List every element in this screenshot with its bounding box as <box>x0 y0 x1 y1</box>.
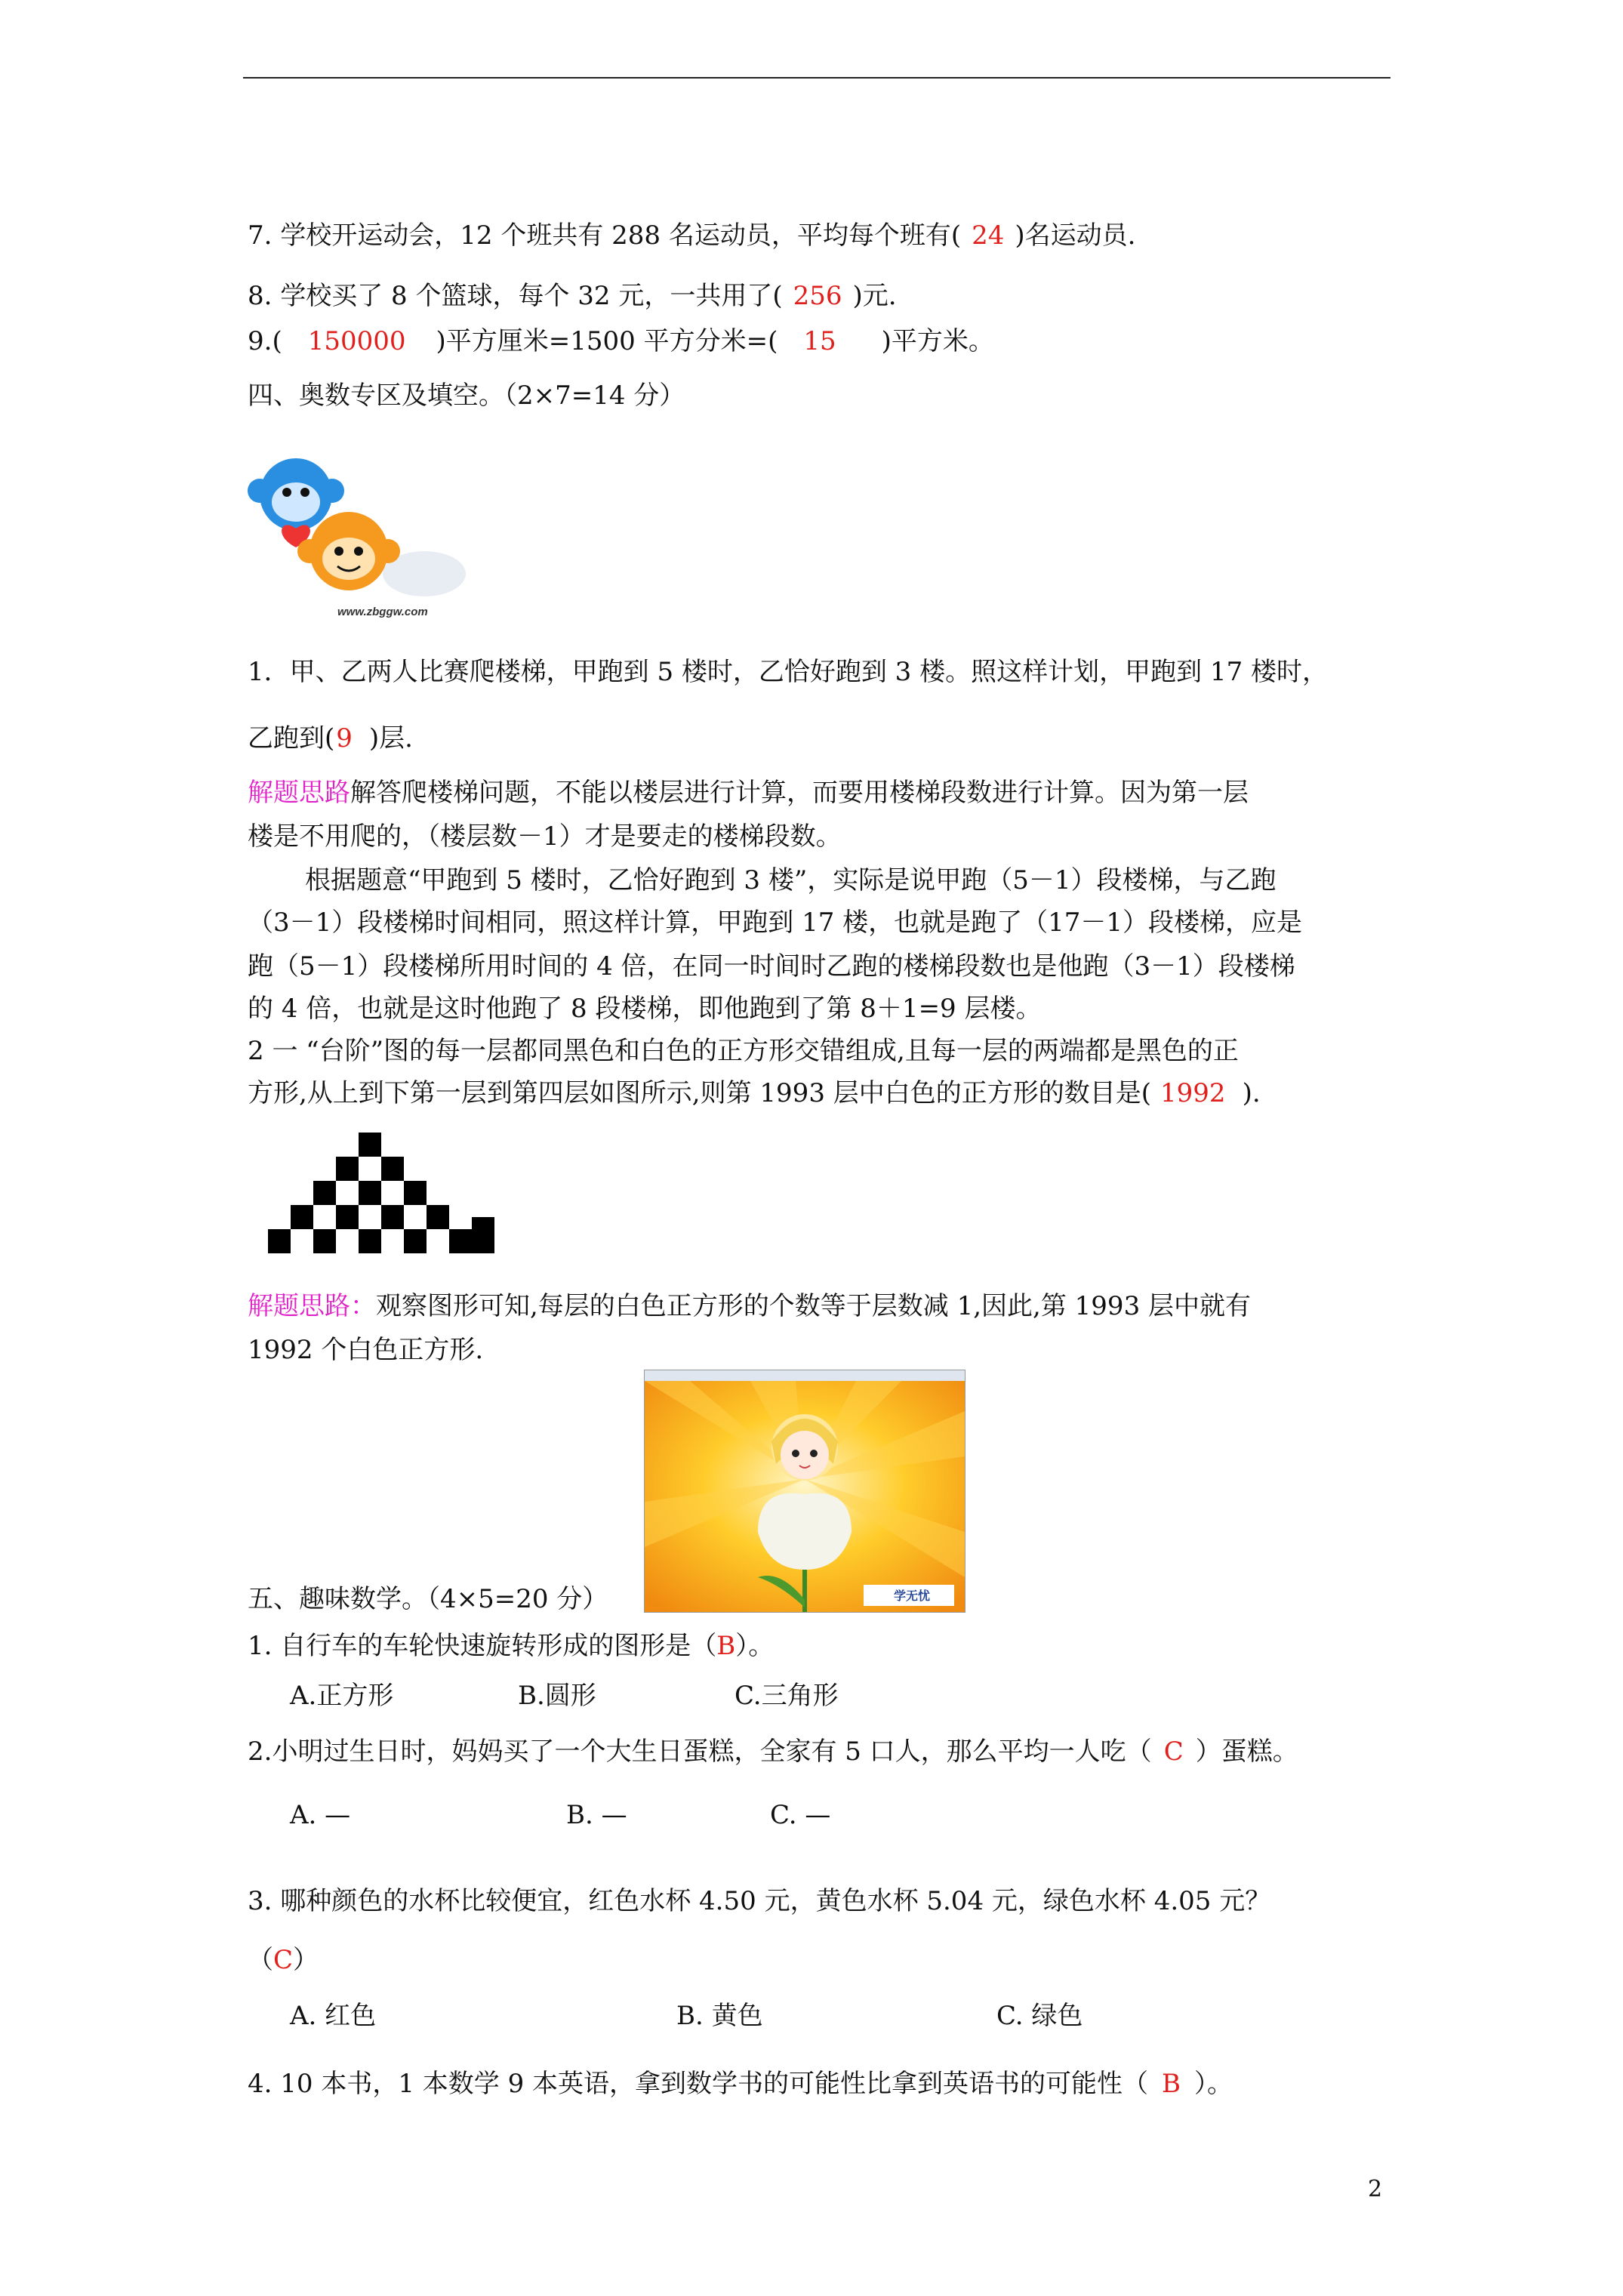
question-7: 7. 学校开运动会，12 个班共有 288 名运动员，平均每个班有( 24 )名运动员. <box>248 220 1136 251</box>
pyramid-square-black <box>336 1205 359 1229</box>
olympiad-1-explanation-4: （3－1）段楼梯时间相同，照这样计算，甲跑到 17 楼，也就是跑了（17－1）段楼梯，应是 <box>248 908 1303 938</box>
pyramid-square-white <box>381 1181 404 1205</box>
fun-3-answer: （C） <box>248 1945 319 1975</box>
fun-2-option-c: C. — <box>770 1800 831 1830</box>
olympiad-1-explanation-1: 解题思路解答爬楼梯问题，不能以楼层进行计算，而要用楼梯段数进行计算。因为第一层 <box>248 778 1249 808</box>
pyramid-square-white <box>381 1229 404 1253</box>
pyramid-square-black <box>381 1205 404 1229</box>
pyramid-square-white <box>427 1229 449 1253</box>
fun-3-option-c: C. 绿色 <box>996 2001 1083 2031</box>
pyramid-square-black <box>359 1229 381 1253</box>
olympiad-1-explanation-6: 的 4 倍，也就是这时他跑了 8 段楼梯，即他跑到了第 8＋1=9 层楼。 <box>248 994 1042 1024</box>
pyramid-square-black <box>313 1181 336 1205</box>
question-8: 8. 学校买了 8 个篮球，每个 32 元，一共用了( 256 )元. <box>248 281 897 311</box>
mascot-logo <box>243 445 470 627</box>
fun-1-question: 1. 自行车的车轮快速旋转形成的图形是（B）。 <box>248 1631 775 1661</box>
pyramid-square-black <box>313 1229 336 1253</box>
fun-2-option-a: A. — <box>290 1800 351 1830</box>
pyramid-square-black <box>449 1229 472 1253</box>
pyramid-square-white <box>336 1229 359 1253</box>
fun-2-question: 2.小明过生日时，妈妈买了一个大生日蛋糕，全家有 5 口人，那么平均一人吃（ C ）蛋糕。 <box>248 1737 1298 1767</box>
question-9: 9.( 150000 )平方厘米=1500 平方分米=( 15 )平方米。 <box>248 326 994 356</box>
fun-4-question: 4. 10 本书，1 本数学 9 本英语，拿到数学书的可能性比拿到英语书的可能性（ B ）。 <box>248 2069 1233 2099</box>
pyramid-square-black <box>472 1217 494 1253</box>
pyramid-square-white <box>359 1205 381 1229</box>
pyramid-square-black <box>336 1157 359 1181</box>
fun-1-option-c: C.三角形 <box>735 1681 839 1711</box>
fun-3-option-b: B. 黄色 <box>676 2001 763 2031</box>
fairy-tulip-image <box>644 1370 965 1613</box>
pyramid-square-black <box>381 1157 404 1181</box>
pyramid-square-white <box>336 1181 359 1205</box>
pyramid-square-black <box>359 1181 381 1205</box>
olympiad-1-explanation-5: 跑（5－1）段楼梯所用时间的 4 倍，在同一时间时乙跑的楼梯段数也是他跑（3－1）段楼梯 <box>248 951 1295 982</box>
fairy-image-caption: 学无忧 <box>894 1589 931 1603</box>
pyramid-square-black <box>404 1181 427 1205</box>
pyramid-square-white <box>404 1205 427 1229</box>
olympiad-1-answer-line: 乙跑到(9 )层. <box>248 723 413 754</box>
pyramid-square-white <box>313 1205 336 1229</box>
section-5-heading: 五、趣味数学。（4×5=20 分） <box>248 1584 608 1614</box>
pyramid-square-black <box>268 1229 291 1253</box>
pyramid-square-black <box>404 1229 427 1253</box>
fun-1-option-b: B.圆形 <box>518 1681 596 1711</box>
olympiad-1-explanation-3: 根据题意“甲跑到 5 楼时，乙恰好跑到 3 楼”，实际是说甲跑（5－1）段楼梯，与乙跑 <box>305 865 1277 895</box>
pyramid-square-black <box>359 1133 381 1157</box>
pyramid-square-black <box>291 1205 313 1229</box>
header-rule <box>243 77 1390 79</box>
pyramid-square-white <box>291 1229 313 1253</box>
pyramid-square-white <box>359 1157 381 1181</box>
olympiad-1-explanation-2: 楼是不用爬的，（楼层数－1）才是要走的楼梯段数。 <box>248 821 842 852</box>
pyramid-square-black <box>427 1205 449 1229</box>
page-number: 2 <box>1368 2176 1383 2202</box>
olympiad-2-line2: 方形,从上到下第一层到第四层如图所示,则第 1993 层中白色的正方形的数目是( 1992 ). <box>248 1078 1261 1108</box>
fun-2-option-b: B. — <box>566 1800 627 1830</box>
olympiad-2-line1: 2 一 “台阶”图的每一层都同黑色和白色的正方形交错组成,且每一层的两端都是黑色的正 <box>248 1036 1239 1066</box>
olympiad-1-line1: 1．甲、乙两人比赛爬楼梯，甲跑到 5 楼时，乙恰好跑到 3 楼。照这样计划，甲跑到 17 楼时， <box>248 657 1329 687</box>
fun-3-question: 3. 哪种颜色的水杯比较便宜，红色水杯 4.50 元，黄色水杯 5.04 元，绿色水杯 4.05 元？ <box>248 1886 1271 1916</box>
logo-url: www.zbggw.com <box>337 606 428 618</box>
section-4-heading: 四、奥数专区及填空。（2×7=14 分） <box>248 381 685 411</box>
olympiad-2-explanation-2: 1992 个白色正方形. <box>248 1335 484 1365</box>
olympiad-2-explanation-1: 解题思路：观察图形可知,每层的白色正方形的个数等于层数减 1,因此,第 1993 层中就有 <box>248 1291 1252 1321</box>
monkey-mascot-icon <box>243 445 470 608</box>
fun-1-option-a: A.正方形 <box>290 1681 394 1711</box>
fun-3-option-a: A. 红色 <box>290 2001 377 2031</box>
